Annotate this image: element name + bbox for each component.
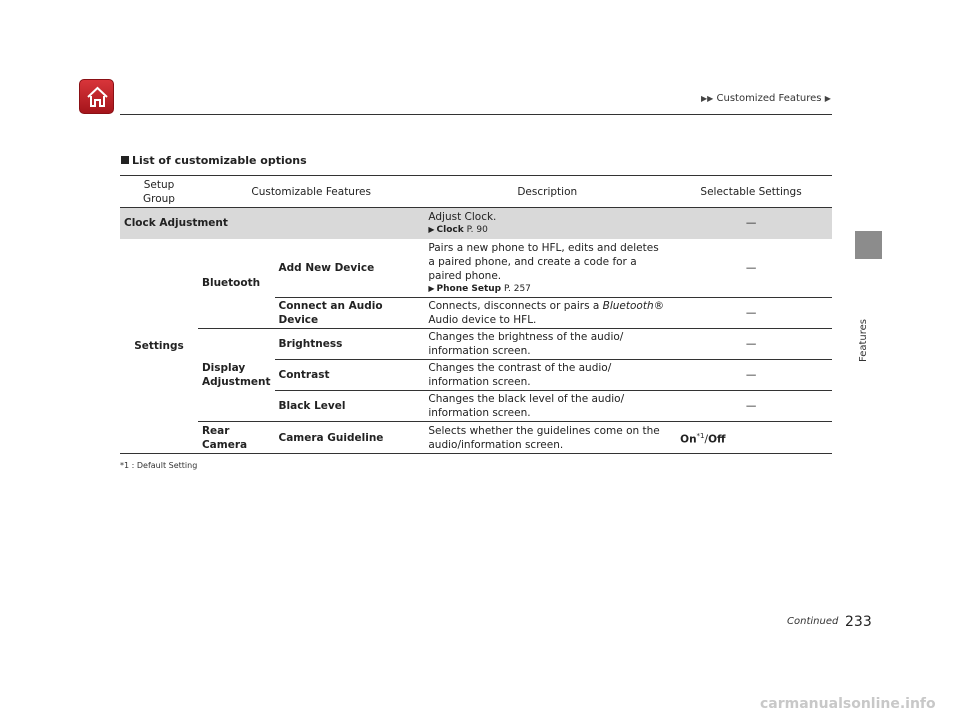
selectable-setting: — bbox=[670, 329, 832, 360]
options-table bbox=[120, 175, 832, 454]
table-row bbox=[120, 239, 832, 298]
page-number: 233 bbox=[845, 614, 872, 630]
selectable-setting: — bbox=[670, 208, 832, 239]
feature-description: Selects whether the guidelines come on the audio/information screen. bbox=[424, 422, 670, 454]
chevron-right-icon: ▶ bbox=[824, 94, 831, 103]
selectable-setting: — bbox=[670, 298, 832, 329]
selectable-setting: On$^{*1}$/Off bbox=[670, 422, 832, 454]
square-bullet-icon bbox=[121, 156, 129, 164]
table-row bbox=[120, 208, 832, 239]
sub-group: Bluetooth bbox=[198, 239, 275, 329]
feature-name: Contrast bbox=[275, 360, 425, 391]
page-reference[interactable]: ▶ Clock P. 90 bbox=[428, 225, 488, 236]
sub-group: Display Adjustment bbox=[198, 329, 275, 422]
feature-name: Black Level bbox=[275, 391, 425, 422]
header-description: Description bbox=[424, 176, 670, 208]
home-icon bbox=[85, 85, 110, 110]
table-row bbox=[120, 422, 832, 454]
feature-description: Changes the black level of the audio/ information screen. bbox=[424, 391, 670, 422]
feature-description: Pairs a new phone to HFL, edits and deletes a paired phone, and create a code for a paired phone. ▶ Phone Setup P. 257 bbox=[424, 239, 670, 298]
table-header-row bbox=[120, 176, 832, 208]
footnote: *1 : Default Setting bbox=[120, 461, 198, 470]
breadcrumb-label: Customized Features bbox=[716, 93, 822, 104]
section-title bbox=[121, 154, 307, 167]
side-tab[interactable] bbox=[855, 231, 882, 259]
feature-description: Changes the contrast of the audio/ information screen. bbox=[424, 360, 670, 391]
home-button[interactable] bbox=[79, 79, 114, 114]
feature-description: Connects, disconnects or pairs a Bluetooth® Audio device to HFL. bbox=[424, 298, 670, 329]
setup-group: Settings bbox=[120, 239, 198, 454]
reference-arrow-icon: ▶ bbox=[428, 283, 435, 293]
watermark: carmanualsonline.info bbox=[760, 696, 936, 712]
selectable-setting: — bbox=[670, 239, 832, 298]
header-settings: Selectable Settings bbox=[670, 176, 832, 208]
feature-name: Clock Adjustment bbox=[120, 208, 424, 239]
header-setup-group: Setup Group bbox=[120, 176, 198, 208]
feature-name: Connect an Audio Device bbox=[275, 298, 425, 329]
breadcrumb[interactable] bbox=[701, 93, 831, 104]
side-tab-label: Features bbox=[858, 319, 869, 362]
feature-description: Adjust Clock. ▶ Clock P. 90 bbox=[424, 208, 670, 239]
continued-label: Continued bbox=[787, 616, 839, 627]
selectable-setting: — bbox=[670, 391, 832, 422]
feature-description: Changes the brightness of the audio/ information screen. bbox=[424, 329, 670, 360]
feature-name: Brightness bbox=[275, 329, 425, 360]
selectable-setting: — bbox=[670, 360, 832, 391]
chevron-right-icon: ▶▶ bbox=[701, 94, 714, 103]
reference-arrow-icon: ▶ bbox=[428, 225, 435, 235]
feature-name: Camera Guideline bbox=[275, 422, 425, 454]
feature-name: Add New Device bbox=[275, 239, 425, 298]
header-features: Customizable Features bbox=[198, 176, 424, 208]
table-row bbox=[120, 329, 832, 360]
sub-group: Rear Camera bbox=[198, 422, 275, 454]
page-reference[interactable]: ▶ Phone Setup P. 257 bbox=[428, 283, 531, 294]
section-title-text: List of customizable options bbox=[132, 154, 307, 167]
header-divider bbox=[120, 114, 832, 115]
